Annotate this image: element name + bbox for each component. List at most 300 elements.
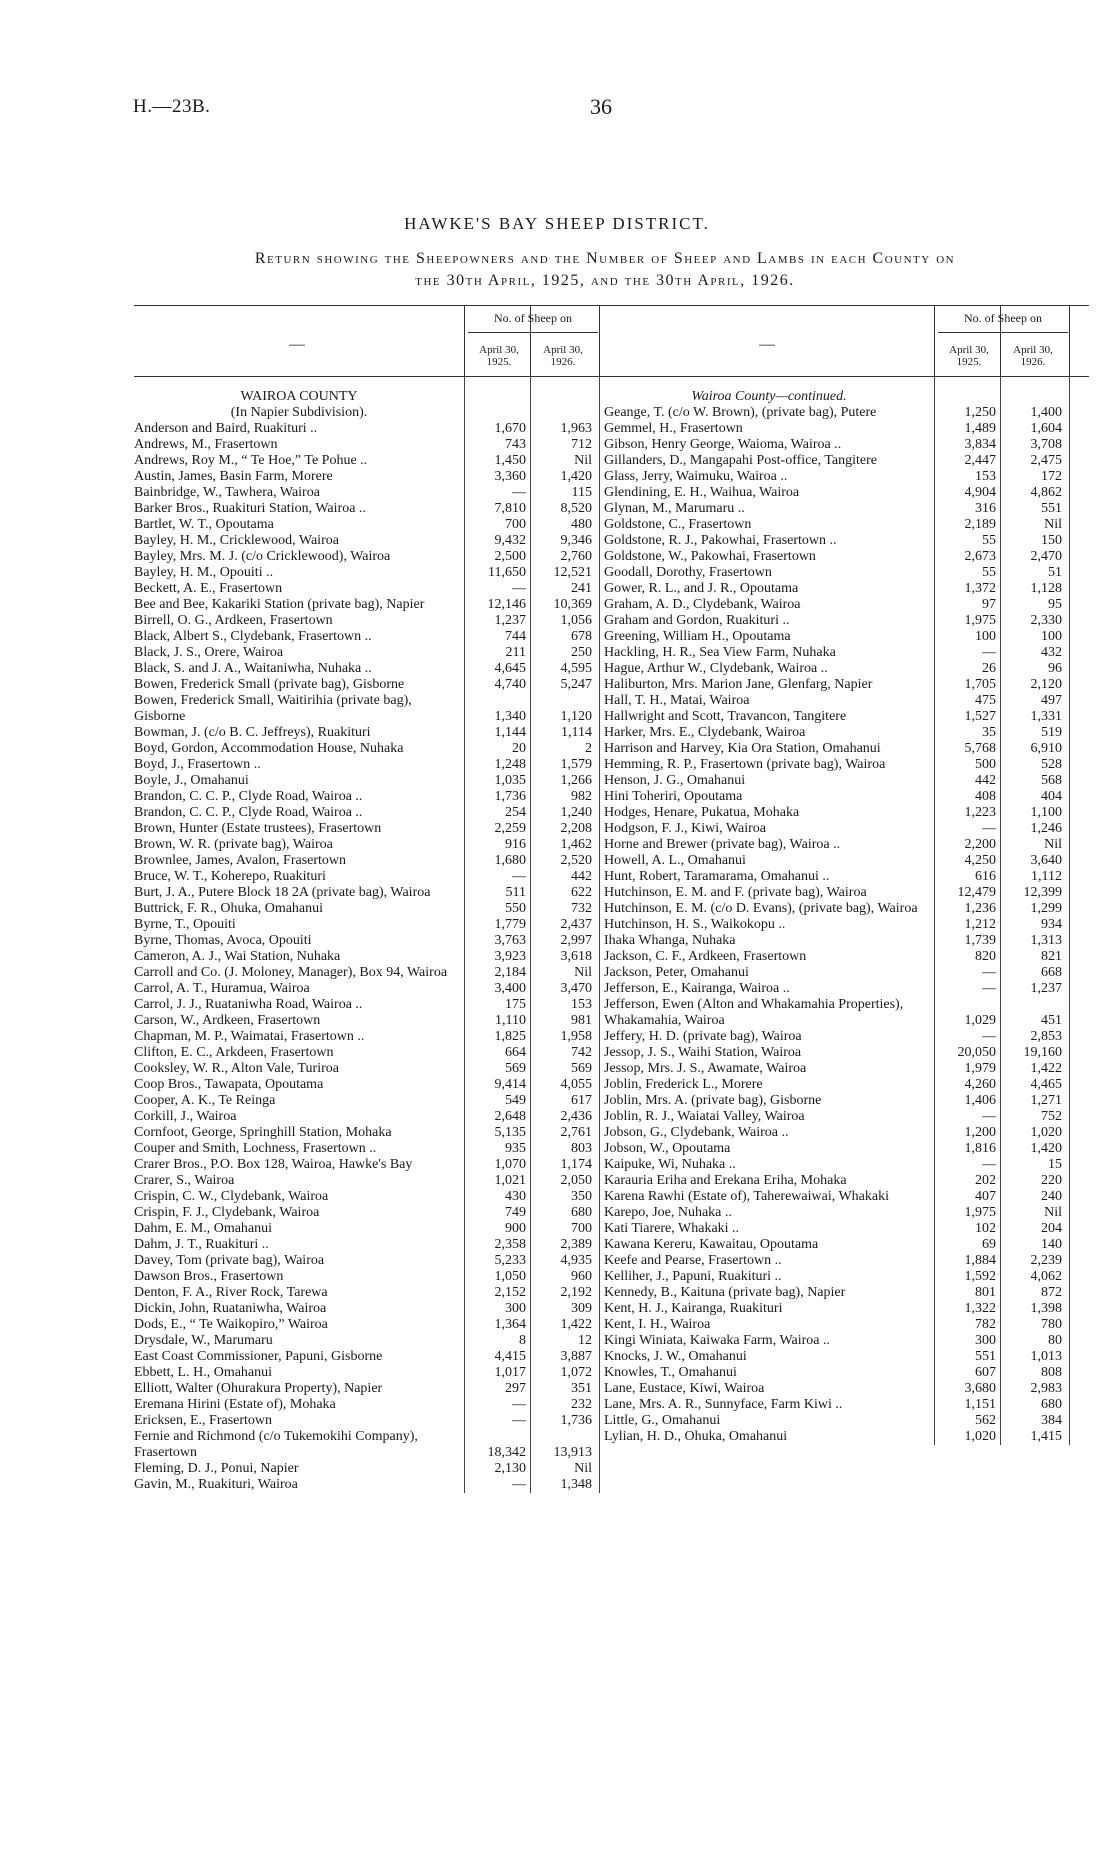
section-subheading: (In Napier Subdivision). bbox=[230, 405, 368, 420]
sheep-1926-value: 1,237 bbox=[1030, 981, 1062, 996]
sheep-1925-value: 316 bbox=[975, 501, 996, 516]
table-body-right bbox=[604, 377, 1089, 1445]
sheep-1925-value: 97 bbox=[982, 597, 996, 612]
owner-name: Lane, Mrs. A. R., Sunnyface, Farm Kiwi .. bbox=[604, 1397, 843, 1412]
owner-name: Hackling, H. R., Sea View Farm, Nuhaka bbox=[604, 645, 836, 660]
sheep-1925-value: — bbox=[982, 1029, 996, 1044]
owner-name: Hemming, R. P., Frasertown (private bag), Wairoa bbox=[604, 757, 886, 772]
sheep-1926-value: 981 bbox=[571, 1013, 592, 1028]
sheep-1926-value: 4,595 bbox=[560, 661, 592, 676]
sheep-1925-value: 12,479 bbox=[957, 885, 996, 900]
owner-name: Crispin, C. W., Clydebank, Wairoa bbox=[134, 1189, 329, 1204]
table-row bbox=[134, 1141, 619, 1157]
left-column-table bbox=[134, 305, 619, 1493]
sheep-1926-value: 2,120 bbox=[1030, 677, 1062, 692]
owner-name: Lylian, H. D., Ohuka, Omahanui bbox=[604, 1429, 788, 1444]
sheep-1926-value: 8,520 bbox=[560, 501, 592, 516]
table-row bbox=[134, 661, 619, 677]
sheep-1926-value: 1,271 bbox=[1030, 1093, 1062, 1108]
owner-name: Fernie and Richmond (c/o Tukemokihi Company), Frasertown bbox=[134, 1429, 418, 1460]
sheep-1926-value: 1,331 bbox=[1030, 709, 1062, 724]
owner-name: Joblin, Frederick L., Morere bbox=[604, 1077, 763, 1092]
sheep-1926-value: 3,708 bbox=[1030, 437, 1062, 452]
owner-name: Black, J. S., Orere, Wairoa bbox=[134, 645, 284, 660]
table-row bbox=[604, 1077, 1089, 1093]
sheep-1926-value: 1,958 bbox=[560, 1029, 592, 1044]
table-row bbox=[604, 485, 1089, 501]
owner-name: Karena Rawhi (Estate of), Taherewaiwai, Whakaki bbox=[604, 1189, 889, 1204]
header-rule bbox=[468, 332, 598, 333]
table-row bbox=[134, 421, 619, 437]
table-row bbox=[134, 1013, 619, 1029]
sheep-1925-value: — bbox=[982, 981, 996, 996]
table-row bbox=[134, 965, 619, 981]
sheep-1926-value: 10,369 bbox=[553, 597, 592, 612]
sheep-1925-value: 55 bbox=[982, 565, 996, 580]
sheep-1926-value: 2,192 bbox=[560, 1285, 592, 1300]
owner-name: Bayley, H. M., Opouiti .. bbox=[134, 565, 274, 580]
table-row bbox=[134, 773, 619, 789]
owner-name: Hodgson, F. J., Kiwi, Wairoa bbox=[604, 821, 766, 836]
sheep-1926-value: 1,422 bbox=[1030, 1061, 1062, 1076]
owner-name: Ihaka Whanga, Nuhaka bbox=[604, 933, 736, 948]
table-row bbox=[604, 1029, 1089, 1045]
table-row bbox=[134, 1413, 619, 1429]
sheep-1925-value: 1,450 bbox=[494, 453, 526, 468]
sheep-1926-value: 1,114 bbox=[561, 725, 592, 740]
sheep-1925-value: 2,152 bbox=[494, 1285, 526, 1300]
table-row bbox=[134, 1269, 619, 1285]
table-row bbox=[134, 757, 619, 773]
sheep-1925-value: 900 bbox=[505, 1221, 526, 1236]
subtitle-line-1: Return showing the Sheepowners and the Number of Sheep and Lambs in each County on bbox=[254, 250, 956, 267]
owner-name: Greening, William H., Opoutama bbox=[604, 629, 791, 644]
sheep-1925-value: 1,779 bbox=[494, 917, 526, 932]
sheep-1925-value: 8 bbox=[519, 1333, 526, 1348]
year-1926-header: April 30, 1926. bbox=[543, 344, 583, 368]
owner-name: Boyd, J., Frasertown .. bbox=[134, 757, 261, 772]
owner-name: Bowen, Frederick Small, Waitirihia (private bag), Gisborne bbox=[134, 693, 412, 724]
sheep-1926-value: 384 bbox=[1041, 1413, 1062, 1428]
sheep-1925-value: 20 bbox=[512, 741, 526, 756]
sheep-1926-value: 1,420 bbox=[1030, 1141, 1062, 1156]
sheep-1925-value: 2,189 bbox=[964, 517, 996, 532]
sheep-1926-value: 2 bbox=[585, 741, 592, 756]
sheep-1926-value: Nil bbox=[574, 965, 592, 980]
sheep-1925-value: 562 bbox=[975, 1413, 996, 1428]
table-row bbox=[134, 1045, 619, 1061]
sheep-1925-value: 1,372 bbox=[964, 581, 996, 596]
owner-name: Coop Bros., Tawapata, Opoutama bbox=[134, 1077, 324, 1092]
sheep-1926-value: 2,436 bbox=[560, 1109, 592, 1124]
sheep-1925-value: 550 bbox=[505, 901, 526, 916]
sheep-1925-value: 5,135 bbox=[494, 1125, 526, 1140]
sheep-1925-value: 12,146 bbox=[487, 597, 526, 612]
sheep-1926-value: 480 bbox=[571, 517, 592, 532]
sheep-1926-value: 742 bbox=[571, 1045, 592, 1060]
owner-name: Kati Tiarere, Whakaki .. bbox=[604, 1221, 740, 1236]
owner-name: Black, S. and J. A., Waitaniwha, Nuhaka .. bbox=[134, 661, 372, 676]
sheep-1926-value: 432 bbox=[1041, 645, 1062, 660]
owner-name: Hutchinson, E. M. and F. (private bag), Wairoa bbox=[604, 885, 867, 900]
sheep-1925-value: 1,070 bbox=[494, 1157, 526, 1172]
owner-name: Bayley, H. M., Cricklewood, Wairoa bbox=[134, 533, 339, 548]
sheep-1925-value: 1,110 bbox=[495, 1013, 526, 1028]
sheep-1925-value: 5,233 bbox=[494, 1253, 526, 1268]
table-row bbox=[604, 869, 1089, 885]
owner-name: Jobson, W., Opoutama bbox=[604, 1141, 731, 1156]
table-row bbox=[604, 1141, 1089, 1157]
table-row bbox=[604, 629, 1089, 645]
table-row bbox=[134, 1429, 619, 1461]
sheep-1925-value: 202 bbox=[975, 1173, 996, 1188]
owner-name: Byrne, Thomas, Avoca, Opouiti bbox=[134, 933, 312, 948]
owner-name: Bruce, W. T., Koherepo, Ruakituri bbox=[134, 869, 326, 884]
sheep-1926-value: 678 bbox=[571, 629, 592, 644]
sheep-1925-value: 254 bbox=[505, 805, 526, 820]
sheep-1926-value: 551 bbox=[1041, 501, 1062, 516]
sheep-1925-value: 511 bbox=[505, 885, 526, 900]
sheep-1925-value: 1,322 bbox=[964, 1301, 996, 1316]
owner-name: Kent, I. H., Wairoa bbox=[604, 1317, 711, 1332]
sheep-1925-value: 4,645 bbox=[494, 661, 526, 676]
table-row bbox=[134, 469, 619, 485]
sheep-1926-value: 1,120 bbox=[560, 709, 592, 724]
column-divider bbox=[530, 377, 531, 1493]
owner-name: Davey, Tom (private bag), Wairoa bbox=[134, 1253, 325, 1268]
sheep-1925-value: 11,650 bbox=[488, 565, 526, 580]
owner-name: Ebbett, L. H., Omahanui bbox=[134, 1365, 273, 1380]
owner-name: Austin, James, Basin Farm, Morere bbox=[134, 469, 333, 484]
sheep-1925-value: 430 bbox=[505, 1189, 526, 1204]
sheep-1925-value: 475 bbox=[975, 693, 996, 708]
table-row bbox=[604, 1061, 1089, 1077]
table-row bbox=[134, 1301, 619, 1317]
sheep-1925-value: 1,223 bbox=[964, 805, 996, 820]
table-row bbox=[604, 661, 1089, 677]
table-row bbox=[604, 917, 1089, 933]
table-row bbox=[604, 725, 1089, 741]
sheep-1926-value: 2,239 bbox=[1030, 1253, 1062, 1268]
table-row bbox=[134, 437, 619, 453]
table-row bbox=[604, 693, 1089, 709]
table-row bbox=[604, 581, 1089, 597]
owner-name: Kennedy, B., Kaituna (private bag), Napier bbox=[604, 1285, 846, 1300]
sheep-1925-value: 664 bbox=[505, 1045, 526, 1060]
table-row bbox=[604, 1253, 1089, 1269]
owner-name: Ericksen, E., Frasertown bbox=[134, 1413, 273, 1428]
sheep-1926-value: 808 bbox=[1041, 1365, 1062, 1380]
owner-name: Brownlee, James, Avalon, Frasertown bbox=[134, 853, 347, 868]
table-row bbox=[604, 421, 1089, 437]
no-of-sheep-header: No. of Sheep on bbox=[964, 311, 1042, 325]
sheep-1926-value: 2,475 bbox=[1030, 453, 1062, 468]
table-row bbox=[134, 1205, 619, 1221]
sheep-1926-value: 528 bbox=[1041, 757, 1062, 772]
sheep-1926-value: 13,913 bbox=[553, 1445, 592, 1460]
sheep-1926-value: 1,174 bbox=[560, 1157, 592, 1172]
sheep-1926-value: 4,465 bbox=[1030, 1077, 1062, 1092]
sheep-1926-value: 2,853 bbox=[1030, 1029, 1062, 1044]
owner-name: Kent, H. J., Kairanga, Ruakituri bbox=[604, 1301, 783, 1316]
sheep-1925-value: 2,259 bbox=[494, 821, 526, 836]
sheep-1925-value: 9,414 bbox=[494, 1077, 526, 1092]
table-row bbox=[604, 789, 1089, 805]
sheep-1925-value: 175 bbox=[505, 997, 526, 1012]
table-row bbox=[604, 1125, 1089, 1141]
sheep-1925-value: 442 bbox=[975, 773, 996, 788]
column-divider bbox=[464, 377, 465, 1493]
sheep-1926-value: 1,400 bbox=[1030, 405, 1062, 420]
sheep-1925-value: 744 bbox=[505, 629, 526, 644]
sheep-1926-value: 497 bbox=[1041, 693, 1062, 708]
sheep-1925-value: 1,248 bbox=[494, 757, 526, 772]
sheep-1926-value: 4,862 bbox=[1030, 485, 1062, 500]
sheep-1926-value: 1,462 bbox=[560, 837, 592, 852]
table-row bbox=[134, 597, 619, 613]
sheep-1925-value: 782 bbox=[975, 1317, 996, 1332]
table-row bbox=[134, 821, 619, 837]
owner-name: Eremana Hirini (Estate of), Mohaka bbox=[134, 1397, 336, 1412]
sheep-1926-value: 19,160 bbox=[1023, 1045, 1062, 1060]
sheep-1925-value: 500 bbox=[975, 757, 996, 772]
sheep-1926-value: 732 bbox=[571, 901, 592, 916]
sheep-1926-value: 4,055 bbox=[560, 1077, 592, 1092]
table-row bbox=[604, 821, 1089, 837]
sheep-1926-value: 569 bbox=[571, 1061, 592, 1076]
sheep-1925-value: 69 bbox=[982, 1237, 996, 1252]
sheep-1926-value: 1,128 bbox=[1030, 581, 1062, 596]
owner-name: Keefe and Pearse, Frasertown .. bbox=[604, 1253, 782, 1268]
sheep-1926-value: 2,470 bbox=[1030, 549, 1062, 564]
sheep-1925-value: 3,763 bbox=[494, 933, 526, 948]
owner-name: Jessop, J. S., Waihi Station, Wairoa bbox=[604, 1045, 802, 1060]
right-column-table bbox=[604, 305, 1089, 1445]
table-row bbox=[134, 901, 619, 917]
owner-name: Hall, T. H., Matai, Wairoa bbox=[604, 693, 750, 708]
owner-name: Dods, E., “ Te Waikopiro,” Wairoa bbox=[134, 1317, 328, 1332]
owner-name: Jefferson, Ewen (Alton and Whakamahia Properties), Whakamahia, Wairoa bbox=[604, 997, 904, 1028]
sheep-1926-value: 5,247 bbox=[560, 677, 592, 692]
sheep-1926-value: 3,618 bbox=[560, 949, 592, 964]
owner-name: Jessop, Mrs. J. S., Awamate, Wairoa bbox=[604, 1061, 807, 1076]
table-row bbox=[604, 757, 1089, 773]
table-row bbox=[134, 1317, 619, 1333]
table-row bbox=[134, 997, 619, 1013]
owner-name: Corkill, J., Wairoa bbox=[134, 1109, 237, 1124]
sheep-1925-value: 2,500 bbox=[494, 549, 526, 564]
sheep-1925-value: 1,739 bbox=[964, 933, 996, 948]
sheep-1926-value: Nil bbox=[1044, 1205, 1062, 1220]
sheep-1925-value: 1,021 bbox=[494, 1173, 526, 1188]
sheep-1925-value: 2,184 bbox=[494, 965, 526, 980]
table-row bbox=[604, 1349, 1089, 1365]
sheep-1925-value: — bbox=[512, 1477, 526, 1492]
table-header-left bbox=[134, 305, 619, 377]
owner-name: Jeffery, H. D. (private bag), Wairoa bbox=[604, 1029, 802, 1044]
sheep-1925-value: 5,768 bbox=[964, 741, 996, 756]
table-row bbox=[604, 949, 1089, 965]
table-row bbox=[604, 1413, 1089, 1429]
table-row bbox=[604, 677, 1089, 693]
sheep-1925-value: 297 bbox=[505, 1381, 526, 1396]
table-body-left bbox=[134, 377, 619, 1493]
owner-name: Kawana Kereru, Kawaitau, Opoutama bbox=[604, 1237, 819, 1252]
table-row bbox=[134, 853, 619, 869]
sheep-1926-value: 568 bbox=[1041, 773, 1062, 788]
sheep-1926-value: 404 bbox=[1041, 789, 1062, 804]
owner-name: Kelliher, J., Papuni, Ruakituri .. bbox=[604, 1269, 782, 1284]
sheep-1925-value: 3,360 bbox=[494, 469, 526, 484]
sheep-1925-value: 300 bbox=[975, 1333, 996, 1348]
header-divider bbox=[1069, 306, 1070, 376]
owner-name: Bee and Bee, Kakariki Station (private bag), Napier bbox=[134, 597, 425, 612]
table-row bbox=[604, 997, 1089, 1029]
table-row bbox=[134, 1157, 619, 1173]
table-row bbox=[604, 1221, 1089, 1237]
owner-name: Hini Toheriri, Opoutama bbox=[604, 789, 743, 804]
sheep-1926-value: 2,437 bbox=[560, 917, 592, 932]
owner-name: Chapman, M. P., Waimatai, Frasertown .. bbox=[134, 1029, 365, 1044]
sheep-1925-value: — bbox=[982, 1157, 996, 1172]
section-heading: WAIROA COUNTY bbox=[240, 389, 358, 404]
sheep-1926-value: 9,346 bbox=[560, 533, 592, 548]
owner-name: Dickin, John, Ruataniwha, Wairoa bbox=[134, 1301, 327, 1316]
owner-name: Carrol, J. J., Ruataniwha Road, Wairoa .. bbox=[134, 997, 363, 1012]
sheep-1926-value: 15 bbox=[1048, 1157, 1062, 1172]
sheep-1925-value: 1,825 bbox=[494, 1029, 526, 1044]
sheep-1925-value: 3,400 bbox=[494, 981, 526, 996]
table-row bbox=[134, 629, 619, 645]
sheep-1926-value: 12,399 bbox=[1023, 885, 1062, 900]
owner-name: Glendining, E. H., Waihua, Wairoa bbox=[604, 485, 800, 500]
year-1926-header: April 30, 1926. bbox=[1013, 344, 1053, 368]
owner-name: Jackson, Peter, Omahanui bbox=[604, 965, 749, 980]
owner-name: Carrol, A. T., Huramua, Wairoa bbox=[134, 981, 310, 996]
sheep-1926-value: 1,072 bbox=[560, 1365, 592, 1380]
sheep-1925-value: 2,130 bbox=[494, 1461, 526, 1476]
sheep-1925-value: 1,029 bbox=[964, 1013, 996, 1028]
owner-name: Black, Albert S., Clydebank, Frasertown .. bbox=[134, 629, 372, 644]
table-row bbox=[604, 773, 1089, 789]
table-row bbox=[134, 1253, 619, 1269]
sheep-1925-value: 18,342 bbox=[487, 1445, 526, 1460]
sheep-1925-value: 1,017 bbox=[494, 1365, 526, 1380]
column-divider bbox=[934, 377, 935, 1445]
sheep-1925-value: — bbox=[512, 485, 526, 500]
sheep-1926-value: 712 bbox=[571, 437, 592, 452]
sheep-1925-value: 3,923 bbox=[494, 949, 526, 964]
sheep-1926-value: 1,240 bbox=[560, 805, 592, 820]
sheep-1925-value: 4,740 bbox=[494, 677, 526, 692]
header-divider bbox=[934, 306, 935, 376]
sheep-1926-value: 241 bbox=[571, 581, 592, 596]
owner-name: Clifton, E. C., Arkdeen, Frasertown bbox=[134, 1045, 334, 1060]
owner-name: Gavin, M., Ruakituri, Wairoa bbox=[134, 1477, 298, 1492]
sheep-1926-value: 934 bbox=[1041, 917, 1062, 932]
table-row bbox=[134, 1125, 619, 1141]
table-row bbox=[134, 1093, 619, 1109]
sheep-1926-value: 680 bbox=[1041, 1397, 1062, 1412]
sheep-1926-value: 752 bbox=[1041, 1109, 1062, 1124]
owner-name: Beckett, A. E., Frasertown bbox=[134, 581, 283, 596]
sheep-1925-value: 20,050 bbox=[957, 1045, 996, 1060]
sheep-1925-value: 408 bbox=[975, 789, 996, 804]
sheep-1926-value: 1,313 bbox=[1030, 933, 1062, 948]
owner-name: Crarer Bros., P.O. Box 128, Wairoa, Hawke's Bay bbox=[134, 1157, 413, 1172]
owner-name: Byrne, T., Opouiti bbox=[134, 917, 236, 932]
header-divider bbox=[599, 306, 600, 376]
sheep-1926-value: Nil bbox=[574, 1461, 592, 1476]
sheep-1926-value: 960 bbox=[571, 1269, 592, 1284]
table-row bbox=[604, 901, 1089, 917]
owner-name: Knocks, J. W., Omahanui bbox=[604, 1349, 747, 1364]
year-1925-header: April 30, 1925. bbox=[479, 344, 519, 368]
table-row bbox=[134, 645, 619, 661]
owner-name: Knowles, T., Omahanui bbox=[604, 1365, 737, 1380]
table-row bbox=[134, 1237, 619, 1253]
table-row bbox=[134, 581, 619, 597]
owner-name: Graham and Gordon, Ruakituri .. bbox=[604, 613, 790, 628]
sheep-1926-value: 1,398 bbox=[1030, 1301, 1062, 1316]
sheep-1926-value: 100 bbox=[1041, 629, 1062, 644]
owner-name: Brown, Hunter (Estate trustees), Frasertown bbox=[134, 821, 382, 836]
table-row bbox=[604, 1285, 1089, 1301]
table-row bbox=[134, 837, 619, 853]
owner-name: East Coast Commissioner, Papuni, Gisborne bbox=[134, 1349, 383, 1364]
sheep-1925-value: 211 bbox=[505, 645, 526, 660]
sheep-1925-value: 569 bbox=[505, 1061, 526, 1076]
owner-name: Boyle, J., Omahanui bbox=[134, 773, 249, 788]
sheep-1926-value: 3,470 bbox=[560, 981, 592, 996]
sheep-1925-value: 4,250 bbox=[964, 853, 996, 868]
owner-name: Drysdale, W., Marumaru bbox=[134, 1333, 273, 1348]
sheep-1926-value: 680 bbox=[571, 1205, 592, 1220]
owner-name: Goldstone, W., Pakowhai, Frasertown bbox=[604, 549, 816, 564]
sheep-1925-value: 616 bbox=[975, 869, 996, 884]
sheep-1926-value: 2,050 bbox=[560, 1173, 592, 1188]
table-row bbox=[604, 981, 1089, 997]
owner-name: Kingi Winiata, Kaiwaka Farm, Wairoa .. bbox=[604, 1333, 831, 1348]
table-row bbox=[134, 1189, 619, 1205]
sheep-1926-value: 1,422 bbox=[560, 1317, 592, 1332]
sheep-1925-value: 1,592 bbox=[964, 1269, 996, 1284]
owner-name: Birrell, O. G., Ardkeen, Frasertown bbox=[134, 613, 333, 628]
sheep-1926-value: 80 bbox=[1048, 1333, 1062, 1348]
table-row bbox=[134, 1365, 619, 1381]
sheep-1925-value: 1,364 bbox=[494, 1317, 526, 1332]
table-row bbox=[134, 1221, 619, 1237]
owner-name: Hutchinson, E. M. (c/o D. Evans), (private bag), Wairoa bbox=[604, 901, 918, 916]
sheep-1925-value: 2,673 bbox=[964, 549, 996, 564]
sheep-1925-value: 1,236 bbox=[964, 901, 996, 916]
sheep-1926-value: 668 bbox=[1041, 965, 1062, 980]
table-row bbox=[134, 549, 619, 565]
sheep-1925-value: 3,680 bbox=[964, 1381, 996, 1396]
sheep-1926-value: 2,520 bbox=[560, 853, 592, 868]
owner-name: Goldstone, C., Frasertown bbox=[604, 517, 752, 532]
table-row bbox=[134, 1173, 619, 1189]
table-row bbox=[604, 1205, 1089, 1221]
table-row bbox=[134, 485, 619, 501]
table-row bbox=[134, 789, 619, 805]
table-row bbox=[604, 405, 1089, 421]
table-row bbox=[604, 853, 1089, 869]
table-row bbox=[134, 725, 619, 741]
sheep-1925-value: 1,705 bbox=[964, 677, 996, 692]
owner-name: Lane, Eustace, Kiwi, Wairoa bbox=[604, 1381, 765, 1396]
table-row bbox=[134, 693, 619, 725]
